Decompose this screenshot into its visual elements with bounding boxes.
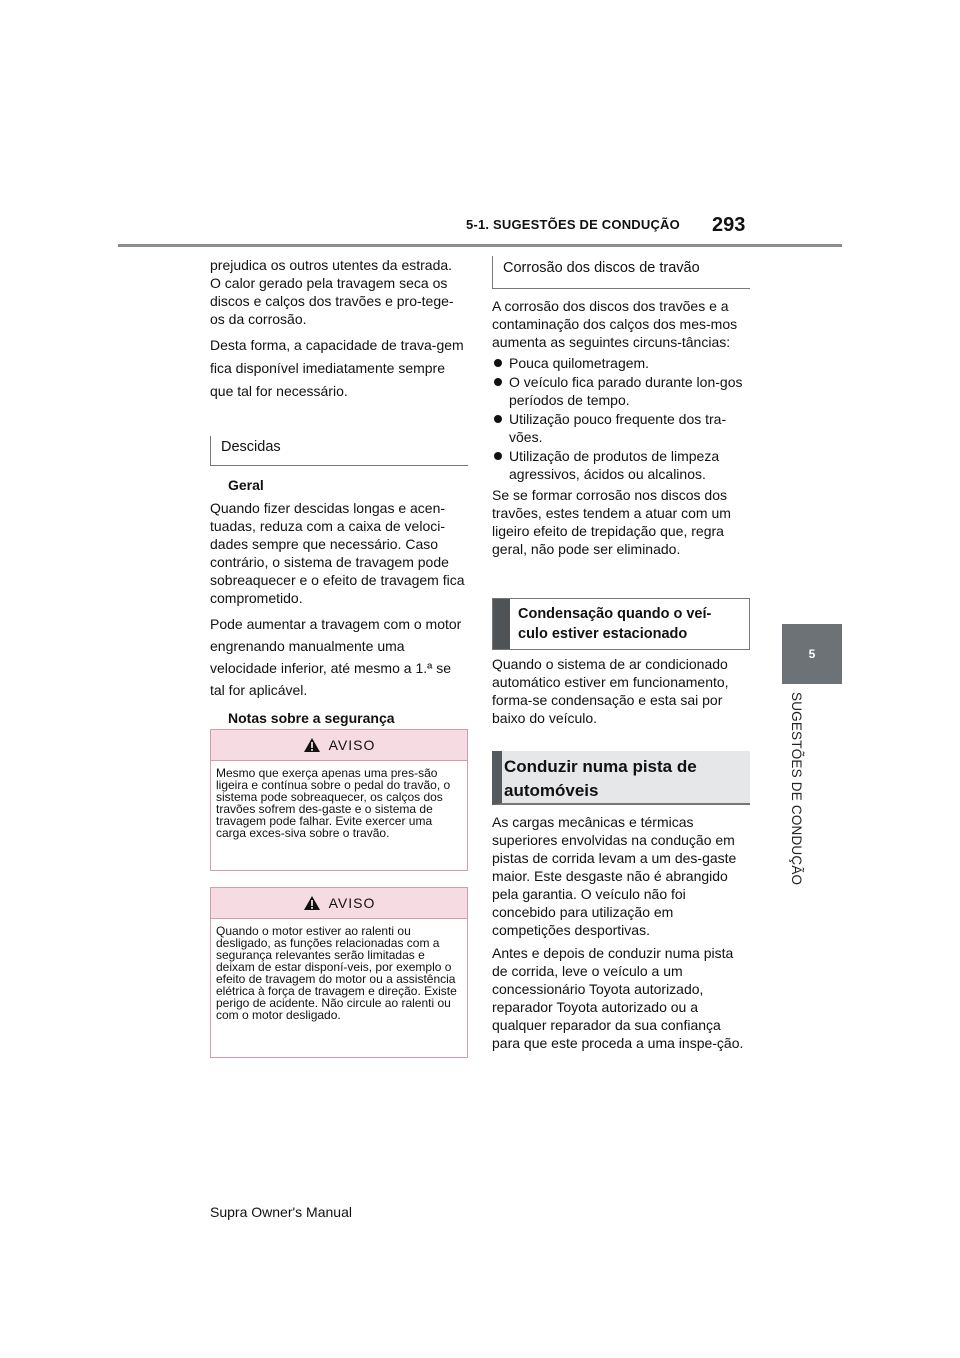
list-item: Utilização de produtos de limpeza agressivos, ácidos ou alcalinos. — [492, 447, 750, 483]
chapter-label-text: SUGESTÕES DE CONDUÇÃO — [789, 692, 804, 886]
warning-triangle-icon — [303, 737, 321, 753]
warning-box-2 — [210, 887, 468, 1058]
descidas-paragraph-2: Pode aumentar a travagem com o motor engrenando manualmente uma velocidade inferior, até mesmo a 1.ª se tal for aplicável. — [210, 616, 462, 698]
descidas-header — [210, 436, 468, 466]
section-title: 5-1. SUGESTÕES DE CONDUÇÃO — [466, 217, 680, 232]
warning-text-1: Mesmo que exerça apenas uma pres-são ligeira e contínua sobre o pedal do travão, o sistema pode sobreaquecer, os calços dos travões sofrem des-gaste e o sistema de travagem pode falhar. Evite exercer uma carga exces-siva sobre o travão. — [216, 766, 451, 840]
corrosao-section — [492, 297, 750, 558]
warning-text-2: Quando o motor estiver ao ralenti ou desligado, as funções relacionadas com a segurança relevantes serão limitadas e deixam de estar disponí-veis, por exemplo o efeito de travagem do motor ou a assistência elétrica à força de travagem e direção. Existe perigo de acidente. Não circule ao ralenti ou com o motor desligado. — [216, 924, 457, 1022]
footer-manual-title: Supra Owner's Manual — [210, 1204, 352, 1220]
condensacao-title: Condensação quando o veí-culo estiver estacionado — [518, 606, 712, 642]
page-number: 293 — [712, 214, 746, 236]
warning-box-1 — [210, 729, 468, 871]
corrosao-paragraph-2: Se se formar corrosão nos discos dos travões, estes tendem a atuar com um ligeiro efeito de trepidação que, regra geral, não pode ser eliminado. — [492, 487, 731, 557]
list-item: O veículo fica parado durante lon-gos períodos de tempo. — [492, 373, 750, 409]
left-paragraph-2: O calor gerado pela travagem seca os discos e calços dos travões e pro-tege-os da corrosão. — [210, 275, 454, 327]
pista-paragraph-2: Antes e depois de conduzir numa pista de corrida, leve o veículo a um concessionário Toyota autorizado, reparador Toyota autorizado ou a qualquer reparador da sua confiança para que este proceda a uma inspe-ção. — [492, 945, 744, 1051]
descidas-title: Descidas — [210, 436, 468, 466]
warning-triangle-icon — [303, 895, 321, 911]
list-item: Pouca quilometragem. — [492, 354, 750, 372]
geral-title: Geral — [228, 477, 264, 493]
corrosao-paragraph-1: A corrosão dos discos dos travões e a contaminação dos calços dos mes-mos aumenta as seguintes circuns-tâncias: — [492, 298, 738, 350]
warning-header-2 — [211, 888, 467, 919]
condensacao-paragraph: Quando o sistema de ar condicionado automático estiver em funcionamento, forma-se condensação e esta sai por baixo do veículo. — [492, 656, 729, 726]
descidas-section — [210, 476, 468, 727]
left-paragraph-1: prejudica os outros utentes da estrada. — [210, 257, 453, 273]
corrosao-bullet-list — [492, 354, 750, 483]
header-rule — [118, 244, 842, 247]
notas-title: Notas sobre a segurança — [228, 710, 395, 726]
warning-label-2: AVISO — [328, 895, 376, 911]
corrosao-header — [492, 256, 750, 289]
pista-section — [492, 813, 750, 1052]
left-paragraph-3: Desta forma, a capacidade de trava-gem fica disponível imediatamente sempre que tal for necessário. — [210, 337, 464, 399]
corrosao-title: Corrosão dos discos de travão — [492, 256, 750, 289]
condensacao-header — [492, 598, 750, 650]
chapter-number: 5 — [808, 647, 816, 661]
pista-paragraph-1: As cargas mecânicas e térmicas superiores envolvidas na condução em pistas de corrida levam a um des-gaste maior. Este desgaste não é abrangido pela garantia. O veículo não foi concebido para utilização em competições desportivas. — [492, 814, 737, 938]
chapter-side-label — [783, 692, 807, 932]
left-intro — [210, 256, 468, 403]
chapter-tab — [782, 624, 842, 684]
pista-title: Conduzir numa pista de automóveis — [492, 751, 750, 805]
list-item: Utilização pouco frequente dos tra-vões. — [492, 410, 750, 446]
condensacao-section — [492, 655, 750, 727]
warning-label-1: AVISO — [328, 737, 376, 753]
header-accent-bar — [493, 599, 510, 649]
descidas-paragraph-1: Quando fizer descidas longas e acen-tuadas, reduza com a caixa de veloci-dades sempre que necessário. Caso contrário, o sistema de travagem pode sobreaquecer e o efeito de travagem fica comprometido. — [210, 500, 465, 606]
pista-header — [492, 751, 750, 805]
warning-header-1 — [211, 730, 467, 761]
